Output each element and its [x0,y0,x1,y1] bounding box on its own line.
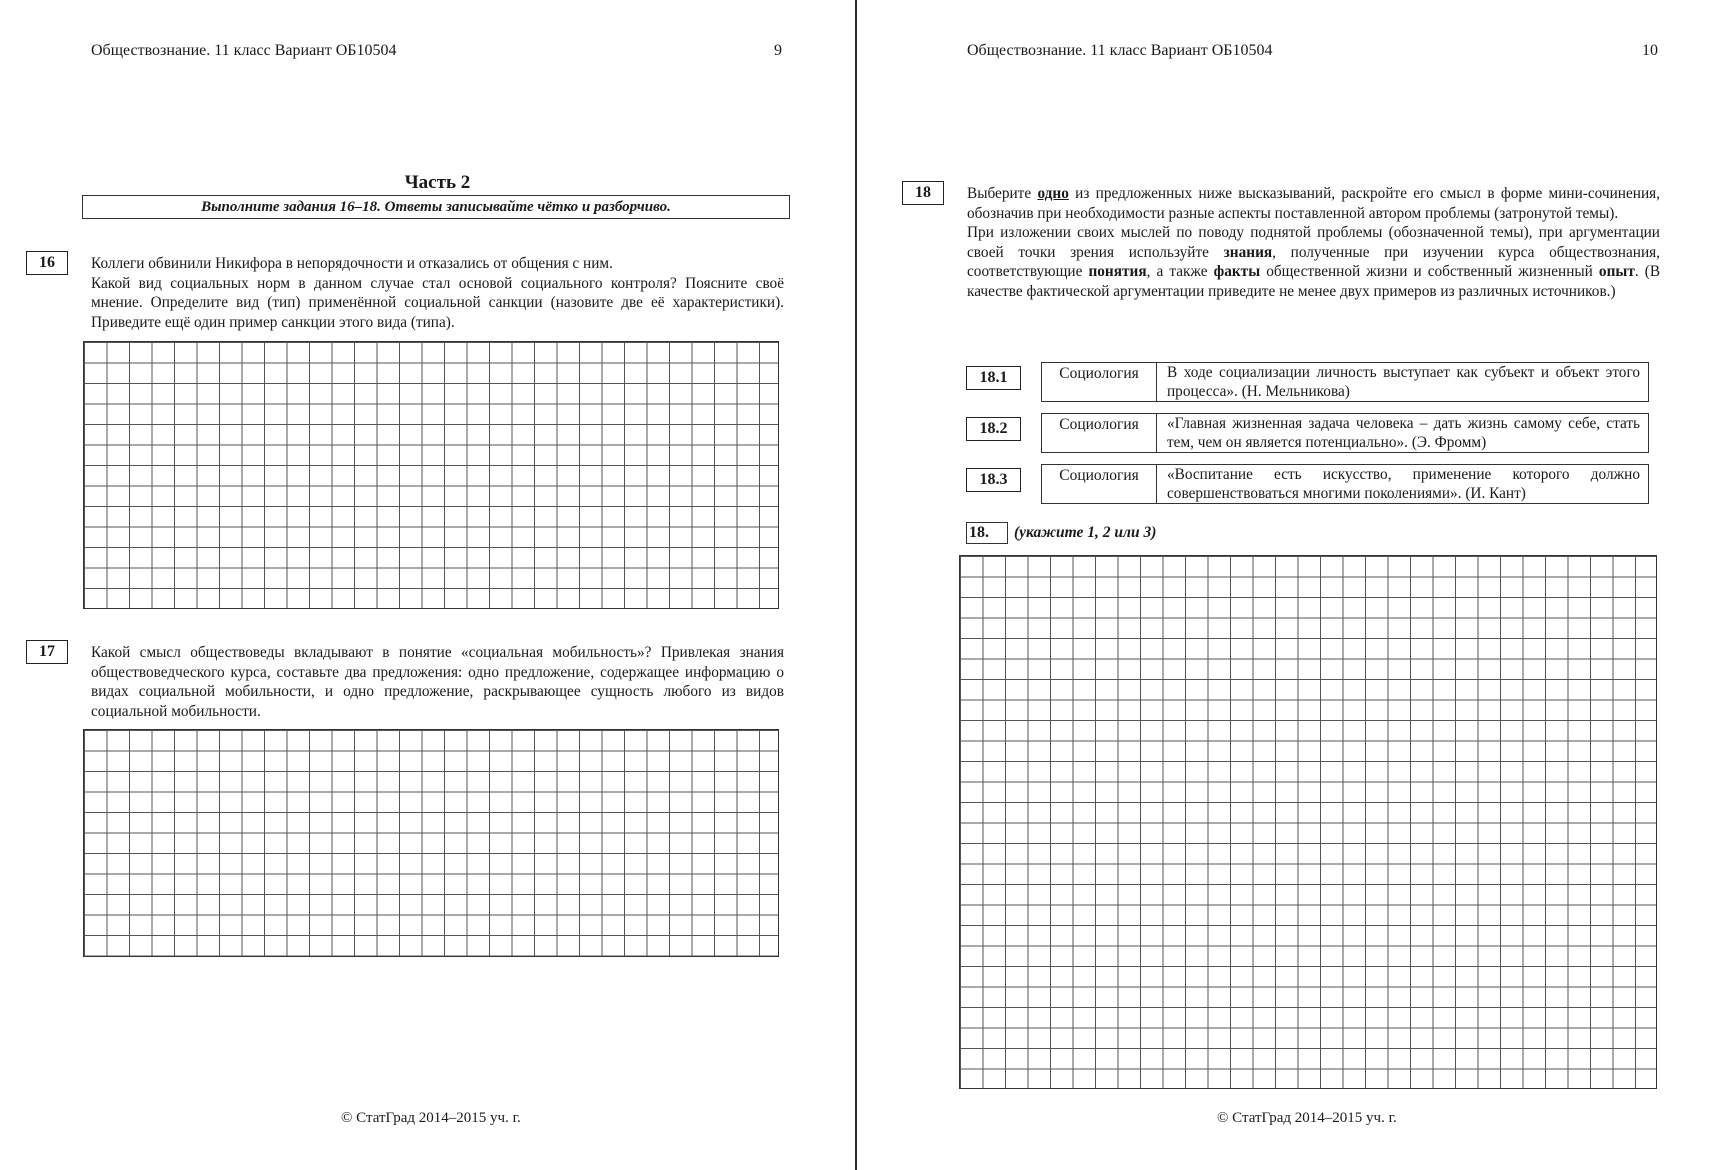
text-run: общественной жизни и собственный жизненный [1266,263,1593,280]
variant-subject: Социология [1041,413,1157,453]
variant-choice-field[interactable]: 18. [966,522,1008,544]
task-16-line1: Коллеги обвинили Никифора в непорядочности и отказались от общения с ним. [91,255,613,272]
variant-quote: «Воспитание есть искусство, применение которого должно совершенствоваться многими поколениями». (И. Кант) [1156,464,1649,504]
answer-grid-16[interactable] [83,341,779,609]
part-instruction: Выполните задания 16–18. Ответы записывайте чётко и разборчиво. [82,195,790,219]
text-run-bold: знания [1223,243,1273,261]
task-16-line2: Какой вид социальных норм в данном случае стал основой социального контроля? Поясните своё мнение. Определите вид (тип) применённой социальной санкции (назовите две её характеристики). Приведите ещё один пример санкции этого вида (типа). [91,274,784,331]
page-header-subject: Обществознание. 11 класс Вариант ОБ10504 [967,42,1273,59]
variant-number: 18.2 [966,417,1021,441]
variant-row [966,362,1640,405]
text-run: При изложении своих мыслей по поводу поднятой проблемы (обозначенной темы), при аргументации своей точки зрения используйте [967,224,1660,261]
task-18-text [967,184,1660,301]
answer-grid-18[interactable] [959,555,1657,1089]
variant-number: 18.1 [966,366,1021,390]
variant-number: 18.3 [966,468,1021,492]
page-footer: © СтатГрад 2014–2015 уч. г. [341,1110,521,1126]
part-title: Часть 2 [404,172,471,193]
task-17-body: Какой смысл обществоведы вкладывают в понятие «социальная мобильность»? Привлекая знания обществоведческого курса, составьте два предложения: одно предложение, содержащее информацию о видах социальной мобильности, и одно предложение, раскрывающее сущность любого из видов социальной мобильности. [91,644,784,720]
variant-quote: «Главная жизненная задача человека – дать жизнь самому себе, стать тем, чем он является потенциально». (Э. Фромм) [1156,413,1649,453]
variant-choice-hint: (укажите 1, 2 или 3) [1014,524,1157,541]
task-number-18: 18 [902,181,944,205]
page-number: 10 [1642,42,1658,59]
text-run: . (В качестве фактической аргументации приведите не менее двух примеров из различных источников.) [967,263,1661,300]
task-16-text [91,254,784,332]
page-right [858,0,1712,1170]
task-18-paragraph-1 [967,184,1660,223]
page-number: 9 [774,42,782,59]
page-header-subject: Обществознание. 11 класс Вариант ОБ10504 [91,42,397,59]
answer-grid-17[interactable] [83,729,779,957]
text-run: , а также [1146,263,1208,280]
text-run-bold: опыт [1598,263,1635,280]
variant-quote: В ходе социализации личность выступает как субъект и объект этого процесса». (Н. Мельникова) [1156,362,1649,402]
text-run: Выберите [967,185,1032,202]
task-17-text [91,643,784,721]
variant-subject: Социология [1041,464,1157,504]
text-run: из предложенных ниже высказываний, раскройте его смысл в форме мини-сочинения, обозначив при необходимости разные аспекты поставленной автором проблемы (затронутой темы). [967,185,1661,222]
task-number-16: 16 [26,251,68,275]
variant-row [966,413,1640,456]
text-run-bold: понятия [1088,263,1147,280]
text-run: , полученные при изучении курса обществознания, соответствующие [967,243,1660,280]
task-18-paragraph-2 [967,223,1660,301]
task-number-17: 17 [26,640,68,664]
page-footer: © СтатГрад 2014–2015 уч. г. [1217,1110,1397,1126]
variant-subject: Социология [1041,362,1157,402]
variant-row [966,464,1640,507]
page-left [0,0,855,1170]
text-run-emphasis: одно [1037,185,1069,202]
text-run-bold: факты [1213,263,1261,280]
